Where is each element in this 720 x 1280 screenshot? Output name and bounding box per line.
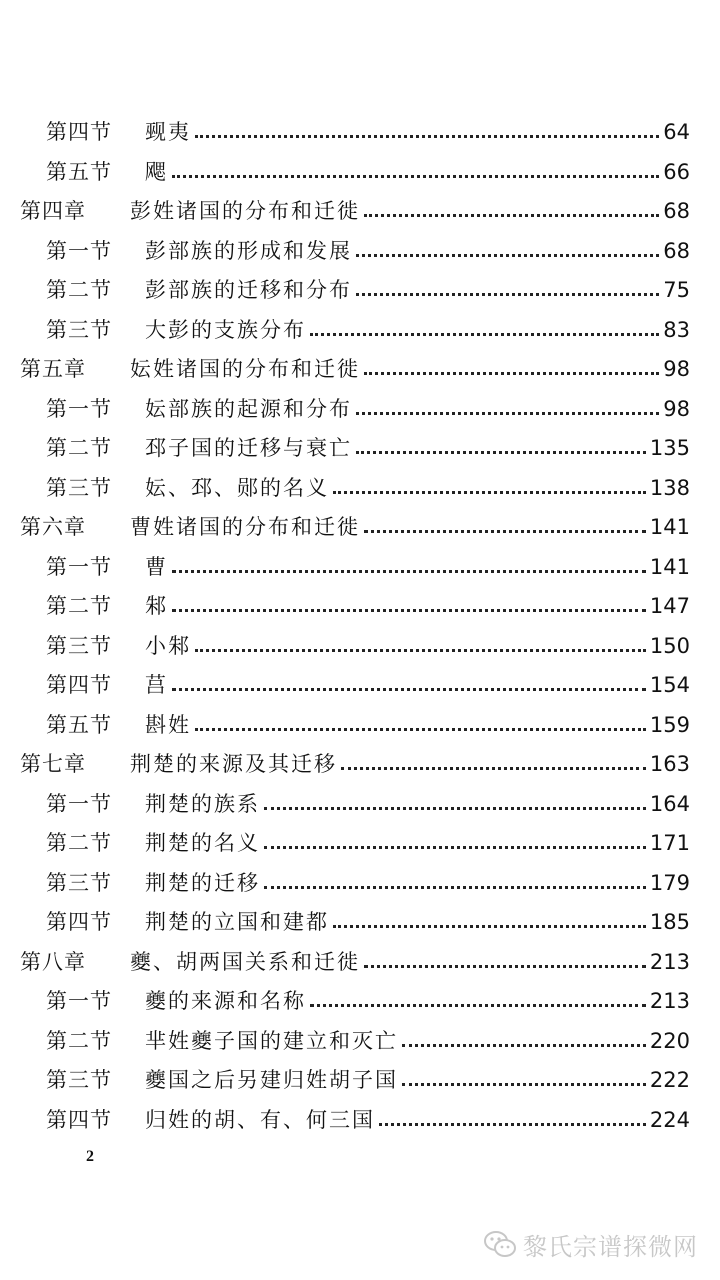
toc-leader-dots: [333, 925, 646, 928]
toc-entry-title: 妘部族的起源和分布: [145, 397, 352, 421]
toc-leader-dots: [172, 175, 659, 178]
toc-entry-label: 第三节: [46, 476, 112, 500]
page-number: 2: [86, 1148, 94, 1165]
toc-entry-title: 邳子国的迁移与衰亡: [145, 436, 352, 460]
toc-section-row: [0, 904, 720, 940]
toc-leader-dots: [195, 728, 646, 731]
toc-section-row: [0, 825, 720, 861]
toc-leader-dots: [356, 412, 659, 415]
toc-entry-title: 彭部族的迁移和分布: [145, 278, 352, 302]
toc-entry-label: 第四节: [46, 910, 112, 934]
toc-entry-title: 夔、胡两国关系和迁徙: [130, 950, 360, 974]
toc-entry-label: 第五章: [20, 357, 86, 381]
toc-entry-label: 第八章: [20, 950, 86, 974]
toc-entry-page: 147: [649, 594, 690, 618]
toc-entry-title: 大彭的支族分布: [145, 318, 306, 342]
toc-entry-label: 第一节: [46, 792, 112, 816]
toc-entry-page: 75: [663, 278, 690, 302]
toc-entry-page: 141: [649, 555, 690, 579]
toc-leader-dots: [341, 767, 646, 770]
toc-leader-dots: [364, 530, 646, 533]
toc-entry-label: 第五节: [46, 713, 112, 737]
toc-leader-dots: [172, 688, 646, 691]
toc-entry-label: 第一节: [46, 239, 112, 263]
toc-entry-label: 第三节: [46, 1068, 112, 1092]
toc-entry-title: 夔的来源和名称: [145, 989, 306, 1013]
toc-section-row: [0, 233, 720, 269]
toc-chapter-row: [0, 351, 720, 387]
toc-section-row: [0, 667, 720, 703]
toc-entry-title: 曹姓诸国的分布和迁徙: [130, 515, 360, 539]
toc-entry-page: 68: [663, 199, 690, 223]
toc-entry-label: 第三节: [46, 871, 112, 895]
toc-entry-label: 第四章: [20, 199, 86, 223]
toc-entry-label: 第一节: [46, 989, 112, 1013]
toc-leader-dots: [264, 886, 646, 889]
toc-entry-title: 邾: [145, 594, 168, 618]
toc-entry-title: 曹: [145, 555, 168, 579]
toc-section-row: [0, 983, 720, 1019]
toc-section-row: [0, 1023, 720, 1059]
toc-entry-label: 第四节: [46, 1108, 112, 1132]
toc-section-row: [0, 272, 720, 308]
toc-entry-title: 斟姓: [145, 713, 191, 737]
toc-entry-page: 224: [649, 1108, 690, 1132]
toc-entry-page: 154: [649, 673, 690, 697]
toc-entry-title: 彭部族的形成和发展: [145, 239, 352, 263]
toc-entry-label: 第六章: [20, 515, 86, 539]
toc-entry-label: 第七章: [20, 752, 86, 776]
toc-leader-dots: [356, 451, 646, 454]
toc-entry-label: 第二节: [46, 594, 112, 618]
toc-entry-page: 222: [649, 1068, 690, 1092]
toc-chapter-row: [0, 509, 720, 545]
toc-entry-page: 220: [649, 1029, 690, 1053]
toc-entry-title: 荆楚的名义: [145, 831, 260, 855]
toc-entry-label: 第五节: [46, 160, 112, 184]
toc-entry-title: 飔: [145, 160, 168, 184]
toc-entry-title: 荆楚的来源及其迁移: [130, 752, 337, 776]
toc-entry-title: 妘、邳、郧的名义: [145, 476, 329, 500]
toc-entry-label: 第二节: [46, 436, 112, 460]
toc-chapter-row: [0, 746, 720, 782]
toc-entry-title: 归姓的胡、有、何三国: [145, 1108, 375, 1132]
toc-leader-dots: [364, 214, 659, 217]
toc-leader-dots: [195, 135, 659, 138]
toc-entry-page: 213: [649, 950, 690, 974]
watermark-text: 黎氏宗谱探微网: [523, 1232, 698, 1261]
wechat-icon: [483, 1229, 517, 1259]
toc-section-row: [0, 549, 720, 585]
toc-entry-page: 66: [663, 160, 690, 184]
toc-entry-title: 妘姓诸国的分布和迁徙: [130, 357, 360, 381]
toc-entry-label: 第二节: [46, 831, 112, 855]
toc-entry-page: 171: [649, 831, 690, 855]
toc-entry-page: 179: [649, 871, 690, 895]
toc-entry-label: 第二节: [46, 278, 112, 302]
toc-section-row: [0, 154, 720, 190]
toc-leader-dots: [310, 333, 659, 336]
toc-section-row: [0, 1102, 720, 1138]
toc-leader-dots: [356, 254, 659, 257]
toc-entry-page: 68: [663, 239, 690, 263]
toc-section-row: [0, 470, 720, 506]
toc-entry-page: 98: [663, 357, 690, 381]
toc-entry-page: 150: [649, 634, 690, 658]
toc-entry-page: 185: [649, 910, 690, 934]
toc-leader-dots: [402, 1083, 646, 1086]
toc-entry-page: 98: [663, 397, 690, 421]
toc-section-row: [0, 588, 720, 624]
toc-leader-dots: [364, 965, 646, 968]
toc-entry-page: 213: [649, 989, 690, 1013]
toc-leader-dots: [172, 609, 646, 612]
toc-entry-label: 第四节: [46, 673, 112, 697]
toc-entry-title: 荆楚的迁移: [145, 871, 260, 895]
toc-section-row: [0, 114, 720, 150]
toc-entry-page: 64: [663, 120, 690, 144]
toc-entry-page: 138: [649, 476, 690, 500]
toc-leader-dots: [264, 846, 646, 849]
toc-entry-page: 163: [649, 752, 690, 776]
toc-entry-title: 莒: [145, 673, 168, 697]
toc-section-row: [0, 391, 720, 427]
watermark: [483, 1226, 698, 1262]
toc-section-row: [0, 1062, 720, 1098]
toc-entry-label: 第一节: [46, 397, 112, 421]
toc-entry-title: 芈姓夔子国的建立和灭亡: [145, 1029, 398, 1053]
toc-entry-page: 83: [663, 318, 690, 342]
toc-leader-dots: [264, 807, 646, 810]
toc-entry-title: 荆楚的族系: [145, 792, 260, 816]
toc-entry-label: 第三节: [46, 634, 112, 658]
toc-entry-label: 第三节: [46, 318, 112, 342]
toc-entry-label: 第一节: [46, 555, 112, 579]
toc-section-row: [0, 312, 720, 348]
toc-section-row: [0, 707, 720, 743]
toc-leader-dots: [172, 570, 646, 573]
toc-entry-title: 小邾: [145, 634, 191, 658]
toc-leader-dots: [364, 372, 659, 375]
toc-section-row: [0, 628, 720, 664]
toc-chapter-row: [0, 193, 720, 229]
toc-section-row: [0, 865, 720, 901]
toc-entry-title: 觋夷: [145, 120, 191, 144]
toc-leader-dots: [402, 1044, 646, 1047]
toc-leader-dots: [333, 491, 646, 494]
toc-entry-page: 135: [649, 436, 690, 460]
toc-leader-dots: [195, 649, 646, 652]
toc-entry-label: 第四节: [46, 120, 112, 144]
toc-leader-dots: [379, 1123, 646, 1126]
toc-entry-title: 荆楚的立国和建都: [145, 910, 329, 934]
toc-entry-title: 彭姓诸国的分布和迁徙: [130, 199, 360, 223]
toc-entry-label: 第二节: [46, 1029, 112, 1053]
toc-entry-page: 141: [649, 515, 690, 539]
toc-section-row: [0, 430, 720, 466]
toc-entry-title: 夔国之后另建归姓胡子国: [145, 1068, 398, 1092]
toc-chapter-row: [0, 944, 720, 980]
toc-section-row: [0, 786, 720, 822]
toc-entry-page: 164: [649, 792, 690, 816]
toc-leader-dots: [310, 1004, 646, 1007]
toc-entry-page: 159: [649, 713, 690, 737]
toc-leader-dots: [356, 293, 659, 296]
